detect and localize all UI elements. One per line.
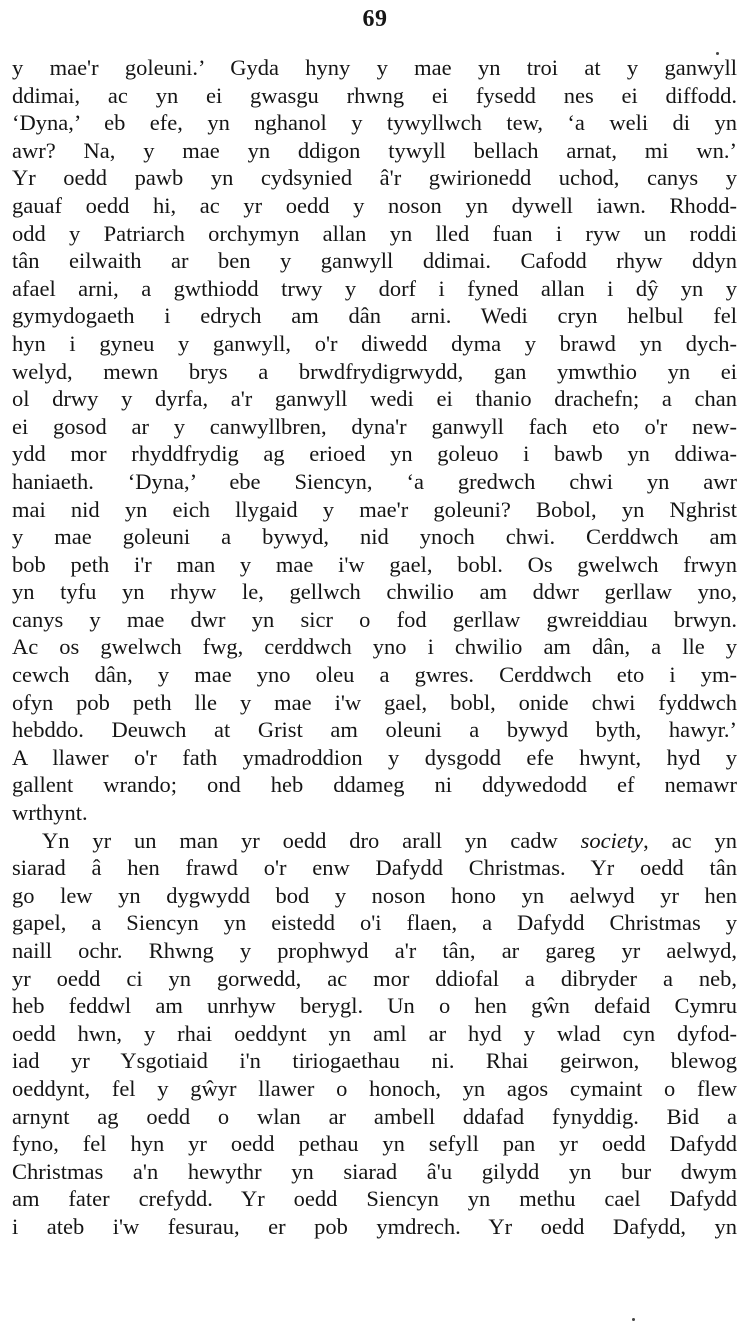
text-line: go lew yn dygwydd bod y noson hono yn aelwyd yr hen [12,882,737,908]
text-segment: Yn yr un man yr oedd dro arall yn cadw [42,827,581,853]
text-line: gapel, a Siencyn yn eistedd o'i flaen, a Dafydd Christmas y [12,910,737,936]
text-line: heb feddwl am unrhyw berygl. Un o hen gŵn defaid Cymru [12,993,737,1019]
text-line: fyno, fel hyn yr oedd pethau yn sefyll pan yr oedd Dafydd [12,1131,737,1157]
text-line: wrthynt. [12,800,88,826]
italic-term: society [580,827,644,853]
text-line: i ateb i'w fesurau, er pob ymdrech. Yr oedd Dafydd, yn [12,1213,737,1239]
text-line: welyd, mewn brys a brwdfrydigrwydd, gan ymwthio yn ei [12,358,737,384]
text-line: gauaf oedd hi, ac yr oedd y noson yn dywell iawn. Rhodd- [12,192,737,218]
text-line: gallent wrando; ond heb ddameg ni ddywedodd ef nemawr [12,772,737,798]
text-line: hebddo. Deuwch at Grist am oleuni a bywyd byth, hawyr.’ [12,717,737,743]
text-line: siarad â hen frawd o'r enw Dafydd Christmas. Yr oedd tân [12,855,737,881]
text-line: ydd mor rhyddfrydig ag erioed yn goleuo i bawb yn ddiwa- [12,441,737,467]
text-line: haniaeth. ‘Dyna,’ ebe Siencyn, ‘a gredwch chwi yn awr [12,468,737,494]
text-line: ofyn pob peth lle y mae i'w gael, bobl, onide chwi fyddwch [12,689,737,715]
text-line: bob peth i'r man y mae i'w gael, bobl. Os gwelwch frwyn [12,551,737,577]
text-line: tân eilwaith ar ben y ganwyll ddimai. Cafodd rhyw ddyn [12,248,737,274]
text-line: naill ochr. Rhwng y prophwyd a'r tân, ar gareg yr aelwyd, [12,938,737,963]
text-line: gymydogaeth i edrych am dân arni. Wedi cryn helbul fel [12,303,737,329]
text-segment: , ac yn [643,827,737,853]
text-line: am fater crefydd. Yr oedd Siencyn yn methu cael Dafydd [12,1186,737,1212]
text-line: canys y mae dwr yn sicr o fod gerllaw gwreiddiau brwyn. [12,606,737,632]
text-line: ol drwy y dyrfa, a'r ganwyll wedi ei thanio drachefn; a chan [12,386,737,412]
text-line: Ac os gwelwch fwg, cerddwch yno i chwilio am dân, a lle y [12,634,737,660]
text-line: awr? Na, y mae yn ddigon tywyll bellach arnat, mi wn.’ [12,137,737,163]
text-line: ddimai, ac yn ei gwasgu rhwng ei fysedd nes ei diffodd. [12,82,737,108]
text-line: afael arni, a gwthiodd trwy y dorf i fyned allan i dŷ yn y [12,275,737,301]
paragraph-1 [12,54,737,827]
text-line: ‘Dyna,’ eb efe, yn nghanol y tywyllwch tew, ‘a weli di yn [12,110,737,136]
text-line: cewch dân, y mae yno oleu a gwres. Cerddwch eto i ym- [12,662,737,688]
text-line: mai nid yn eich llygaid y mae'r goleuni? Bobol, yn Nghrist [12,496,737,522]
text-line: odd y Patriarch orchymyn allan yn lled fuan i ryw un roddi [12,220,737,246]
text-line: Yr oedd pawb yn cydsynied â'r gwirionedd uchod, canys y [12,165,737,191]
page-number: 69 [362,6,388,32]
paragraph-2 [12,827,737,1241]
body-text [12,54,737,1241]
text-line: y mae goleuni a bywyd, nid ynoch chwi. Cerddwch am [12,524,737,550]
paper-speck [632,1318,635,1321]
text-line: ei gosod ar y canwyllbren, dyna'r ganwyll fach eto o'r new- [12,413,737,439]
paper-speck [716,52,719,55]
text-line [12,827,737,855]
text-line: Christmas a'n hewythr yn siarad â'u gilydd yn bur dwym [12,1158,737,1184]
text-line: oeddynt, fel y gŵyr llawer o honoch, yn agos cymaint o flew [12,1075,737,1101]
text-line: yn tyfu yn rhyw le, gellwch chwilio am ddwr gerllaw yno, [12,579,737,605]
text-line: oedd hwn, y rhai oeddynt yn aml ar hyd y wlad cyn dyfod- [12,1020,737,1046]
text-line: hyn i gyneu y ganwyll, o'r diwedd dyma y brawd yn dych- [12,330,737,356]
text-line: y mae'r goleuni.’ Gyda hyny y mae yn troi at y ganwyll [12,55,737,80]
text-line: yr oedd ci yn gorwedd, ac mor ddiofal a dibryder a neb, [12,965,737,991]
text-line: A llawer o'r fath ymadroddion y dysgodd efe hwynt, hyd y [12,744,737,770]
text-line: arnynt ag oedd o wlan ar ambell ddafad fynyddig. Bid a [12,1103,737,1129]
text-line: iad yr Ysgotiaid i'n tiriogaethau ni. Rhai geirwon, blewog [12,1048,737,1074]
